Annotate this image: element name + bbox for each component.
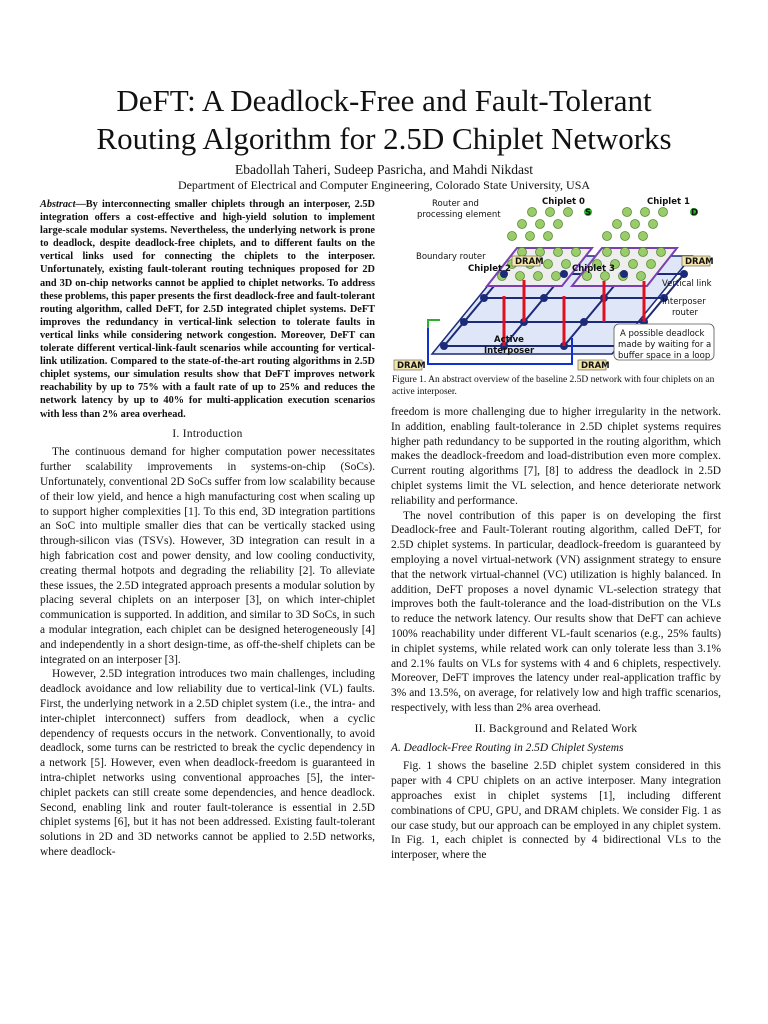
label-deadlock-2: made by waiting for a [618,340,712,350]
label-active: Active [494,335,524,345]
label-active-2: Interposer [484,346,535,356]
intro-paragraph-2: However, 2.5D integration introduces two main challenges, including deadlock avoidance and low reliability due to vertical-link (VL) faults. First, the underlying network in a 2.5D chiplet system (i.e., the intra- and inter-chiplet interconnect) suffers from deadlock, when a cyclic dependency of requests occurs in the network. Conventionally, to avoid deadlock, some turns can be restricted to break the cyclic dependency in a network [5]. However, even when deadlock-freedom is guaranteed in intra-chiplet networks using conventional approaches [5], the inter-chiplet packets can still create some dependencies, and hence deadlock. Second, enabling link and router fault-tolerance is essential in 2.5D chiplet systems [6], but it has not been addressed. Existing fault-tolerant solutions in 2D and 3D networks cannot be applied to 2.5D networks, where deadlock- [40,668,375,858]
label-interposer-router-2: router [672,308,698,318]
right-paragraph-1: freedom is more challenging due to higher irregularity in the network. In addition, enabling fault-tolerance in 2.5D chiplet systems requires higher path redundancy to be supported in the routing algorithm, which makes the deadlock-freedom and load-distribution even more complex. Current routing algorithms [7], [8] to address the deadlock in 2.5D chiplet systems limit the VL selection, and hence deteriorate network reliability and performance. [391,406,721,507]
dram-label-left: DRAM [397,361,426,371]
abstract [40,198,375,421]
label-d: D [691,208,699,218]
section-heading-background: II. Background and Related Work [474,722,638,735]
right-column [391,405,721,863]
label-chiplet-2: Chiplet 2 [468,264,511,274]
authors: Ebadollah Taheri, Sudeep Pasricha, and Mahdi Nikdast [235,162,533,177]
dram-label-right: DRAM [685,257,714,267]
green-path [428,320,440,328]
label-chiplet-1: Chiplet 1 [647,197,690,207]
figure-1 [392,196,722,374]
label-chiplet-3: Chiplet 3 [572,264,615,274]
affiliation: Department of Electrical and Computer Engineering, Colorado State University, USA [177,178,591,192]
label-chiplet-0: Chiplet 0 [542,197,585,207]
abstract-text: —By interconnecting smaller chiplets through an interposer, 2.5D integration offers a cost-effective and high-yield solution to implement large-scale modular systems. Nevertheless, the underlying network is prone to deadlock, despite deadlock-free chiplets, and to different faults on the vertical links used for connecting the chiplets to the interposer. Unfortunately, existing fault-tolerant routing techniques proposed for 2D and 3D on-chip networks cannot be applied to chiplet networks. To address these problems, this paper presents the first deadlock-free and fault-tolerant routing algorithm, called DeFT, for 2.5D integrated chiplet systems. DeFT improves the redundancy in vertical-link selection to tolerate faults in vertical links while considering network congestion. Moreover, DeFT can tolerate different vertical-link-fault scenarios while accounting for vertical-link utilization. Compared to the state-of-the-art routing algorithms in 2.5D chiplet systems, our simulation results show that DeFT improves network reachability by up to 75% with a fault rate of up to 25% and reduces the network latency by up to 40% for multi-application execution scenarios with less than 2% area overhead. [40,199,375,420]
dram-label-mid: DRAM [515,257,544,267]
label-router: Router and [432,199,479,209]
intro-paragraph-1: The continuous demand for higher computation power necessitates further scalability improvements in systems-on-chip (SoCs). Unfortunately, conventional 2D SoCs suffer from low scalability because of their low yield, and hence a high manufacturing cost when scaling up to support higher complexities [1]. To this end, 3D integration partitions an SoC into multiple smaller dies that can be vertically stacked using through-silicon vias (TSVs). However, 3D integration can result in a high fabrication cost and power density, and low cooling conductivity, creating thermal hotpots and degrading the reliability [2]. To alleviate these issues, the 2.5D integrated approach presents a modular solution by placing several chiplets on an interposer [3], on which inter-chiplet communication is supported. In addition, and similar to 3D SoCs, in such a modular integration, each chiplet can be designed heterogeneously [4] and independently in a short design-time, as off-the-shelf chiplets can be integrated on an interposer [3]. [40,446,375,666]
paper-title-line1: DeFT: A Deadlock-Free and Fault-Tolerant [116,83,652,118]
dram-label-bottom: DRAM [581,361,610,371]
left-column [40,198,375,860]
background-paragraph-1: Fig. 1 shows the baseline 2.5D chiplet system considered in this paper with 4 CPU chiplets on an active interposer. Many integration approaches exist in chiplet systems [1], including different combinations of CPU, GPU, and DRAM chiplets. We consider Fig. 1 as our case study, but our approach can be employed in any chiplet system. In Fig. 1, each chiplet is connected by 4 bidirectional VLs to the interposer, where the [391,760,721,862]
label-router-2: processing element [417,210,501,220]
label-vertical-link: Vertical link [662,279,712,289]
label-deadlock-1: A possible deadlock [620,329,705,339]
label-s: S [585,208,592,218]
abstract-lead: Abstract [40,199,76,210]
subsection-heading: A. Deadlock-Free Routing in 2.5D Chiplet Systems [391,741,624,754]
right-paragraph-2: The novel contribution of this paper is on developing the first Deadlock-free and Fault-Tolerant routing algorithm, called DeFT, for 2.5D chiplet systems. In particular, deadlock-freedom is guaranteed by employing a novel virtual-network (VN) assignment strategy to ensure that the network virtual-channel (VC) utilization is highly balanced. In addition, DeFT proposes a novel dynamic VL-selection strategy that improves both the fault-tolerance and the load-distribution on the VLs to reduce the network latency. Our results show that DeFT can achieve 100% reachability under different VL-fault scenarios (e.g., 25% faults) in chiplet systems, while related work can only tolerate less than 3.1% and 2.1% faults on VLs for systems with 4 and 6 chiplets, respectively. Moreover, DeFT improves the latency under real-application traffic by 3% and 13.5%, on average, for relatively low and high traffic scenarios, respectively, with less than 2% area overhead. [391,509,721,714]
label-boundary-router: Boundary router [416,252,486,262]
chiplet-network-diagram [392,196,722,374]
label-deadlock-3: buffer space in a loop [618,351,711,361]
paper-title-line2: Routing Algorithm for 2.5D Chiplet Networks [96,121,672,156]
section-heading-introduction: I. Introduction [172,427,243,440]
figure-caption: Figure 1. An abstract overview of the baseline 2.5D network with four chiplets on an active interposer. [392,375,715,397]
label-interposer-router: Interposer [662,297,706,307]
